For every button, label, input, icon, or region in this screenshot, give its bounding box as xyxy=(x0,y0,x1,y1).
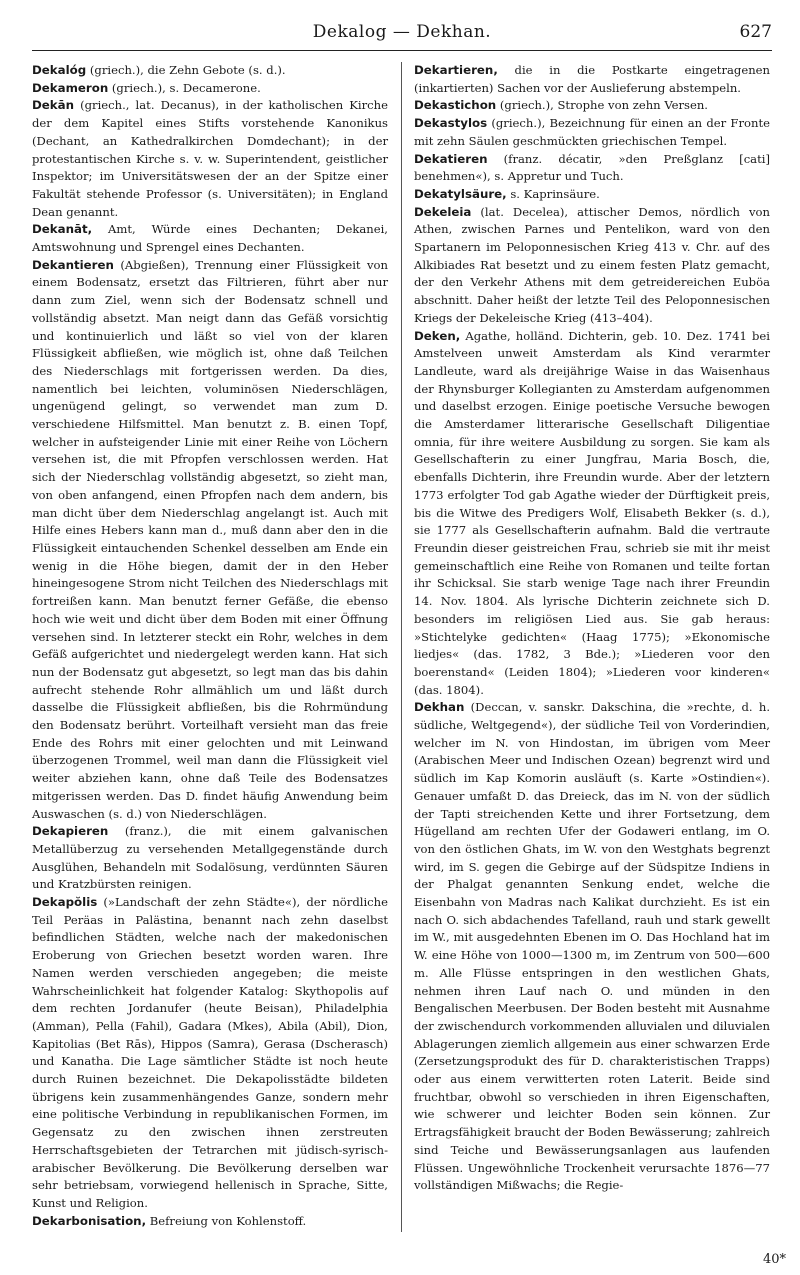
dictionary-entry xyxy=(32,221,388,256)
entry-text: Amt, Würde eines Dechanten; Dekanei, Amtswohnung und Sprengel eines Dechanten. xyxy=(32,222,388,255)
entry-headword: Dekantieren xyxy=(32,257,114,272)
entry-text: (franz.), die mit einem galvanischen Metallüberzug zu versehenden Metallgegenstände durch Ausglühen, Behandeln mit Sodalösung, verdünnten Säuren und Kratzbürsten reinigen. xyxy=(32,824,388,892)
dictionary-entry xyxy=(32,894,388,1213)
entry-headword: Dekartieren, xyxy=(414,63,498,77)
dictionary-entry xyxy=(32,1213,388,1231)
dictionary-entry xyxy=(414,699,770,1195)
entry-headword: Dekalóg xyxy=(32,63,87,77)
entry-text: (griech., lat. Decanus), in der katholischen Kirche der dem Kapitel eines Stifts vorstehende Kanonikus (Dechant, an Kathedralkirchen Domdechant); in der protestantischen Kirche s. v. w. Superintendent, geistlicher Inspektor; im Universitätswesen der an der Spitze einer Fakultät stehende Professor (s. Universitäten); in England Dean genannt. xyxy=(32,98,388,219)
left-column xyxy=(32,62,388,1230)
dictionary-entry xyxy=(414,115,770,150)
entry-text: (»Landschaft der zehn Städte«), der nördliche Teil Peräas in Palästina, benannt nach zehn daselbst befindlichen Städten, welche nach der makedonischen Eroberung von Griechen besetzt worden waren. Ihre Namen werden verschieden angegeben; die meiste Wahrscheinlichkeit hat folgender Katalog: Skythopolis auf dem rechten Jordanufer (heute Beisan), Philadelphia (Amman), Pella (Fahil), Gadara (Mkes), Abila (Abil), Dion, Kapitolias (Bet Rās), Hippos (Samra), Gerasa (Dscherasch) und Kanatha. Die Lage sämtlicher Städte ist noch heute durch Ruinen bezeichnet. Die Dekapolisstädte bildeten übrigens kein zusammenhängendes Ganze, sondern mehr eine politische Verbindung in republikanischen Formen, im Gegensatz zu den zwischen ihnen zerstreuten Herrschaftsgebieten der Tetrarchen mit jüdisch-syrisch-arabischer Bevölkerung. Die Bevölkerung derselben war sehr betriebsam, vorwiegend hellenisch in Sprache, Sitte, Kunst und Religion. xyxy=(32,895,388,1210)
entry-text: (griech.), Strophe von zehn Versen. xyxy=(496,98,708,113)
entry-headword: Dekapŏlis xyxy=(32,895,98,910)
entry-headword: Deken, xyxy=(414,328,461,343)
column-divider xyxy=(401,62,402,1232)
entry-headword: Dekastichon xyxy=(414,98,497,113)
dictionary-entry xyxy=(32,80,388,98)
entry-headword: Dekapieren xyxy=(32,824,109,839)
dictionary-entry xyxy=(414,204,770,328)
dictionary-entry xyxy=(414,97,770,115)
right-column xyxy=(414,62,770,1195)
entry-text: (franz. décatir, »den Preßglanz [cati] benehmen«), s. Appretur und Tuch. xyxy=(414,151,770,184)
entry-headword: Dekanāt, xyxy=(32,222,93,237)
entry-text: (Deccan, v. sanskr. Dakschina, die »rechte, d. h. südliche, Weltgegend«), der südliche Teil von Vorderindien, welcher im N. von Hindostan, im übrigen vom Meer (Arabischen Meer und Indischen Ozean) begrenzt wird und südlich im Kap Komorin ausläuft (s. Karte »Ostindien«). Genauer umfaßt D. das Dreieck, das im N. von der südlich der Tapti streichenden Kette und ihrer Fortsetzung, dem Hügelland am rechten Ufer der Godaweri entlang, im O. von den östlichen Ghats, im W. von den Westghats begrenzt wird, im S. gegen die Gebirge auf der Südspitze Indiens in der Phalgat genannten Senkung endet, welche die Eisenbahn von Madras nach Kalikat durchzieht. Es ist ein nach O. sich abdachendes Tafelland, rauh und stark gewellt im W., mit ausgedehnten Ebenen im O. Das Hochland hat im W. eine Höhe von 1000—1300 m, im Zentrum von 500—600 m. Alle Flüsse entspringen in den westlichen Ghats, nehmen ihren Lauf nach O. und münden in den Bengalischen Meerbusen. Der Boden besteht mit Ausnahme der zwischendurch vorkommenden alluvialen und diluvialen Ablagerungen ziemlich allgemein aus einer schwarzen Erde (Zersetzungsprodukt des für D. charakteristischen Trapps) oder aus einem verwitterten roten Laterit. Beide sind fruchtbar, obwohl so verschieden in ihren Eigenschaften, wie schwerer und leichter Boden sein können. Zur Ertragsfähigkeit braucht der Boden Bewässerung; zahlreich sind Teiche und Bewässerungsanlagen aus laufenden Flüssen. Ungewöhnliche Trockenheit verursachte 1876—77 vollständigen Mißwachs; die Regie- xyxy=(414,700,770,1193)
entry-text: (griech.), Bezeichnung für einen an der Fronte mit zehn Säulen geschmückten griechischen Tempel. xyxy=(414,116,770,148)
dictionary-entry xyxy=(414,328,770,700)
running-title: Dekalog — Dekhan. xyxy=(312,22,492,42)
entry-text: (Abgießen), Trennung einer Flüssigkeit von einem Bodensatz, ersetzt das Filtrieren, führt aber nur dann zum Ziel, wenn sich der Bodensatz schnell und vollständig absetzt. Man neigt dann das Gefäß vorsichtig und kontinuierlich und läßt so viel von der klaren Flüssigkeit abfließen, wie möglich ist, ohne daß Teilchen des Niederschlags mit fortgerissen werden. Da dies, namentlich bei leichten, voluminösen Niederschlägen, ungenügend gelingt, so verwendet man zum D. verschiedene Hilfsmittel. Man benutzt z. B. einen Topf, welcher in aufsteigender Linie mit einer Reihe von Löchern versehen ist, die mit Pfropfen verschlossen werden. Hat sich der Niederschlag vollständig abgesetzt, so zieht man, von oben anfangend, einen Pfropfen nach dem andern, bis man dicht über dem Niederschlag angelangt ist. Auch mit Hilfe eines Hebers kann man d., muß dann aber den in die Flüssigkeit eintauchenden Schenkel desselben am Ende ein wenig in die Höhe biegen, damit der in den Heber hineingesogene Strom nicht Teilchen des Niederschlags mit fortreißen kann. Man benutzt ferner Gefäße, die ebenso hoch wie weit und dicht über dem Boden mit einer Öffnung versehen sind. In letzterer steckt ein Rohr, welches in dem Gefäß aufgerichtet und niedergelegt werden kann. Hat sich nun der Bodensatz gut abgesetzt, so legt man das bis dahin aufrecht stehende Rohr allmählich um und läßt durch dasselbe die Flüssigkeit abfließen, bis die Rohrmündung den Bodensatz berührt. Vorteilhaft versieht man das freie Ende des Rohrs mit einer gelochten und mit Leinwand überzogenen Trommel, weil man dann die Flüssigkeit viel weiter abziehen kann, ohne daß Teile des Bodensatzes mitgerissen werden. Das D. findet häufig Anwendung beim Auswaschen (s. d.) von Niederschlägen. xyxy=(32,257,388,821)
entry-headword: Dekarbonisation, xyxy=(32,1213,147,1228)
dictionary-entry xyxy=(414,186,770,204)
entry-text: (griech.), die Zehn Gebote (s. d.). xyxy=(86,63,286,77)
dictionary-entry xyxy=(414,62,770,97)
page-header xyxy=(32,16,772,51)
entry-headword: Dekān xyxy=(32,98,74,113)
entry-text: Befreiung von Kohlenstoff. xyxy=(146,1213,307,1228)
entry-text: Agathe, holländ. Dichterin, geb. 10. Dez. 1741 bei Amstelveen unweit Amsterdam als Kind verarmter Landleute, ward als dreijährige Waise in das Waisenhaus der Rhynsburger Kollegianten zu Amsterdam aufgenommen und daselbst erzogen. Einige poetische Versuche bewogen die Amsterdamer litterarische Gesellschaft Diligentiae omnia, für ihre weitere Ausbildung zu sorgen. Sie kam als Gesellschafterin zu einer Jungfrau, Maria Bosch, die, ebenfalls Dichterin, ihre Freundin wurde. Aber der letztern 1773 erfolgter Tod gab Agathe wieder der Dürftigkeit preis, bis die Witwe des Predigers Wolf, Elisabeth Bekker (s. d.), sie 1777 als Gesellschafterin aufnahm. Bald die vertraute Freundin dieser geistreichen Frau, schrieb sie mit ihr meist gemeinschaftlich eine Reihe von Romanen und teilte fortan ihr Schicksal. Sie starb wenige Tage nach ihrer Freundin 14. Nov. 1804. Als lyrische Dichterin zeichnete sich D. besonders im religiösen Lied aus. Sie gab heraus: »Stichtelyke gedichten« (Haag 1775); »Ekonomische liedjes« (das. 1782, 3 Bde.); »Liederen voor den boerenstand« (Leiden 1804); »Liederen voor kinderen« (das. 1804). xyxy=(414,328,770,697)
dictionary-entry xyxy=(32,257,388,824)
entry-text: die in die Postkarte eingetragenen (inkartierten) Sachen vor der Auslieferung abstempeln. xyxy=(414,63,770,95)
entry-headword: Dekatieren xyxy=(414,151,488,166)
page-number: 627 xyxy=(739,22,772,42)
dictionary-entry xyxy=(32,62,388,80)
entry-text: s. Kaprinsäure. xyxy=(506,186,600,201)
entry-headword: Dekhan xyxy=(414,700,465,715)
dictionary-entry xyxy=(32,823,388,894)
entry-text: (griech.), s. Decamerone. xyxy=(108,80,261,95)
signature-mark: 40* xyxy=(762,1252,786,1267)
dictionary-entry xyxy=(32,97,388,221)
two-column-body xyxy=(32,62,772,1242)
entry-headword: Dekastylos xyxy=(414,116,488,131)
entry-headword: Dekatylsäure, xyxy=(414,186,507,201)
entry-headword: Dekameron xyxy=(32,80,109,95)
entry-text: (lat. Decelea), attischer Demos, nördlich von Athen, zwischen Parnes und Pentelikon, ward von den Spartanern im Peloponnesischen Krieg 413 v. Chr. auf des Alkibiades Rat besetzt und zu einem festen Platz gemacht, der den Verkehr Athens mit dem getreidereichen Euböa abschnitt. Daher heißt der letzte Teil des Peloponnesischen Kriegs der Dekeleische Krieg (413–404). xyxy=(414,204,770,325)
entry-headword: Dekeleia xyxy=(414,204,472,219)
dictionary-entry xyxy=(414,151,770,186)
